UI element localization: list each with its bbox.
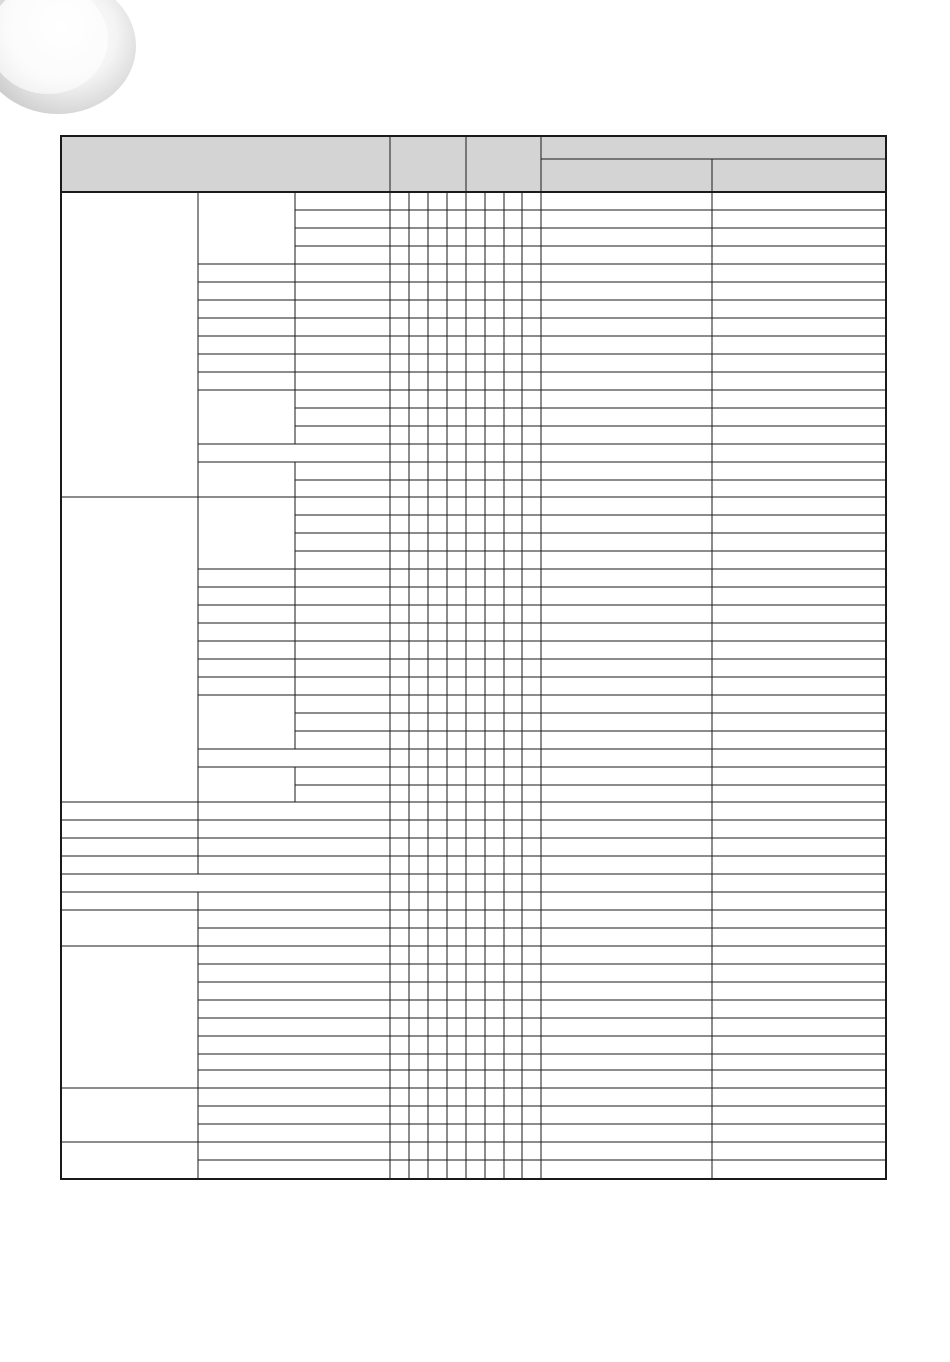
corner-tab-highlight	[0, 0, 108, 94]
corner-tab-icon	[0, 0, 136, 114]
settings-table-grid	[62, 137, 885, 1178]
settings-table	[60, 135, 887, 1180]
table-header-band	[62, 137, 885, 192]
